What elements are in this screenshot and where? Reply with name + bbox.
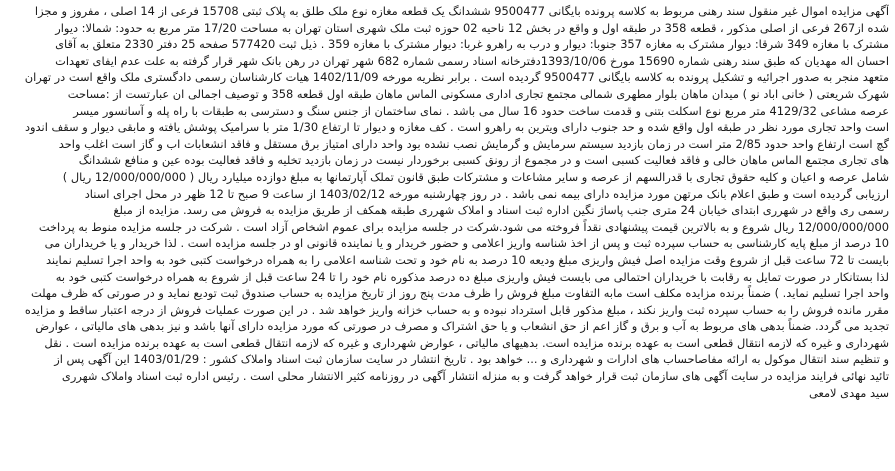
notice-line: تجدید می گردد. ضمناً بدهی های مربوط به آب و برق و گاز اعم از حق انشعاب و یا حق اشتراک و مصرف در صورتی که مورد مزایده دارای آنها باشد و نیز بدهی های مالیاتی ، عوارض: [35, 319, 889, 334]
notice-line: 12/000/000/000 ریال شروع و به بالاترین قیمت پیشنهادی نقداً فروخته می شود.شرکت در جلسه مزایده برای عموم اشخاص آزاد است . شرکت در جلسه مزایده منوط به پرداخت: [38, 219, 889, 234]
notice-line: و تنظیم سند انتقال موکول به ارائه مفاصاحساب های ادارات و شهرداری و ... خواهد بود . تاریخ انتشار در سایت سازمان ثبت اسناد واملاک کشور : 1403/01/29 این آگهی پس از: [54, 352, 889, 367]
notice-line: شهرداری و غیره که لازمه انتقال قطعی است به عهده برنده مزایده است. بدهیهای مالیاتی ، عوارض شهرداری و غیره که لازمه انتقال قطعی است به عهده برنده مزایده است . نقل: [44, 335, 889, 350]
notice-signature: سید مهدی لامعی: [808, 385, 889, 400]
notice-line: واحد اجرا تسلیم نماید. ) ضمناً برنده مزایده مکلف است مابه التفاوت مبلغ فروش را ظرف مدت پنج روز از تاریخ مزایده به حساب صندوق ثبت تودیع نماید و در صورتی که ظرف مهلت: [30, 286, 889, 301]
notice-line: لذا بستانکار در صورت تمایل به رقابت با خریداران احتمالی می بایست فیش واریزی مبلغ ده درصد مذکوره نام خود را تا 24 ساعت قبل از شروع به همراه درخواست کتبی خود به: [55, 269, 889, 284]
notice-line: عرصه مشاعی 4129/32 متر مربع نوع اسکلت بتنی و قدمت ساخت حدود 16 سال می باشد . نمای ساختمان از جنس سنگ و دسترسی به طبقات با راه پله و آسانسور میسر: [73, 103, 889, 118]
notice-line: شهرک شریعتی ( خانی اباد نو ) میدان ماهان بلوار مطهری شمالی مجتمع تجاری اداری مسکونی الماس ماهان طبقه اول قطعه 358 و توصیف اجمالی ان عبارتست از :مساحت: [67, 86, 889, 101]
notice-line: های تجاری مجتمع الماس ماهان خالی و فاقد فعالیت کسبی است و در مجموع از رونق کسبی برخوردار نیست در زمان بازدید تخلیه و فاقد فعالیت بوده عین و منافع ششدانگ: [78, 153, 889, 168]
notice-line: 10 درصد از مبلغ پایه کارشناسی به حساب سپرده ثبت و پس از اخذ شناسه واریز اعلامی و حضور خریدار و یا نماینده قانونی او در جلسه مزایده است . لذا خریدار و یا خریداران می: [44, 236, 889, 251]
notice-line: مشترک با مغازه 349 شرقا: دیوار مشترک به مغازه 357 جنوبا: دیوار و درب به راهرو غربا: دیوار مشترک با مغازه 359 . ذیل ثبت 577420 صفحه 25 دفتر 2330 متعلق به آقای: [55, 37, 889, 52]
notice-line: تائید نهائی فرایند مزایده در سایت آگهی های سازمان ثبت قرار خواهد گرفت و به منزله انتشار آگهی در روزنامه کثیر الانتشار محلی است . رئیس اداره ثبت اسناد واملاک شهرری: [61, 369, 889, 384]
notice-line: شده از267 فرعی از اصلی مذکور ، قطعه 358 در طبقه اول و واقع در بخش 12 ناحیه 02 حوزه ثبت ملک شهری استان تهران به مساحت 17/20 متر مربع به حدود: شمالا: دیوار: [55, 20, 889, 35]
notice-line: آگهی مزایده اموال غیر منقول سند رهنی مربوط به کلاسه پرونده بایگانی 9500477 ششدانگ یک قطعه مغازه نوع ملک طلق به پلاک ثبتی 15708 فرعی از 14 اصلی ، مفروز و مجزا: [34, 4, 889, 18]
notice-line: مقرر مانده فروش را به حساب سپرده ثبت واریز نکند ، مبلغ مذکور قابل استرداد نبوده و به حساب خزانه واریز خواهد شد . در این صورت عملیات فروش از درجه اعتبار ساقط و مزایده: [24, 302, 889, 317]
notice-line: رسمی ری واقع در شهرری ابتدای خیابان 24 متری جنب پاساژ نگین اداره ثبت اسناد و املاک شهرری طبقه همکف از طریق مزایده به فروش می رسد. مزایده از مبلغ: [113, 203, 889, 218]
notice-line: گچ است ارتفاع واحد حدود 2/85 متر است در زمان بازدید سیستم سرمایش و گرمایش نصب نشده بود واحد دارای امتیاز برق مستقل و فاقد انشعابات اب و گاز است اغلب واحد: [58, 136, 889, 151]
notice-line: متعهد منجر به صدور اجرائیه و تشکیل پرونده به کلاسه بایگانی 9500477 گردیده است . برابر نظریه مورخه 1402/11/09 هیات کارشناسان رسمی دادگستری ملک واقع است در تهران: [24, 70, 889, 85]
notice-line: است واحد تجاری مورد نظر در طبقه اول واقع شده و حد جنوب دارای ویترین به راهرو است . کف مغازه و دیوار تا ارتفاع 1/30 متر با سرامیک پوشش یافته و مابقی دیوار و سقف اندود: [24, 120, 889, 135]
notice-line: ارزیابی گردیده است و طبق اعلام بانک مرتهن مورد مزایده دارای بیمه نمی باشد . در روز چهارشنبه مورخه 1403/02/12 از ساعت 9 صبح تا 12 ظهر در محل اجرای اسناد: [84, 186, 889, 201]
notice-line: شامل عرصه و اعیان و کلیه حقوق تجاری با قدرالسهم از عرصه و سایر مشاعات و مشترکات طبق قانون تملک آپارتمانها به مبلغ دوازده میلیارد ریال ( 12/000/000/000 ریال ): [62, 169, 889, 184]
notice-line: بایست تا 72 ساعت قبل از شروع وقت مزایده اصل فیش واریزی مبلغ ودیعه 10 درصد به نام خود و تحت شناسه اعلامی را به همراه درخواست کتبی خود به واحد اجرا تسلیم نمایند: [45, 252, 889, 267]
notice-line: احسان اله مهدیان که طبق سند رهنی شماره 15690 مورخ 1393/10/06دفترخانه اسناد رسمی شماره 682 شهر تهران در رهن بانک شهر قرار گرفته به علت عدم ایفای تعهدات: [55, 53, 889, 68]
